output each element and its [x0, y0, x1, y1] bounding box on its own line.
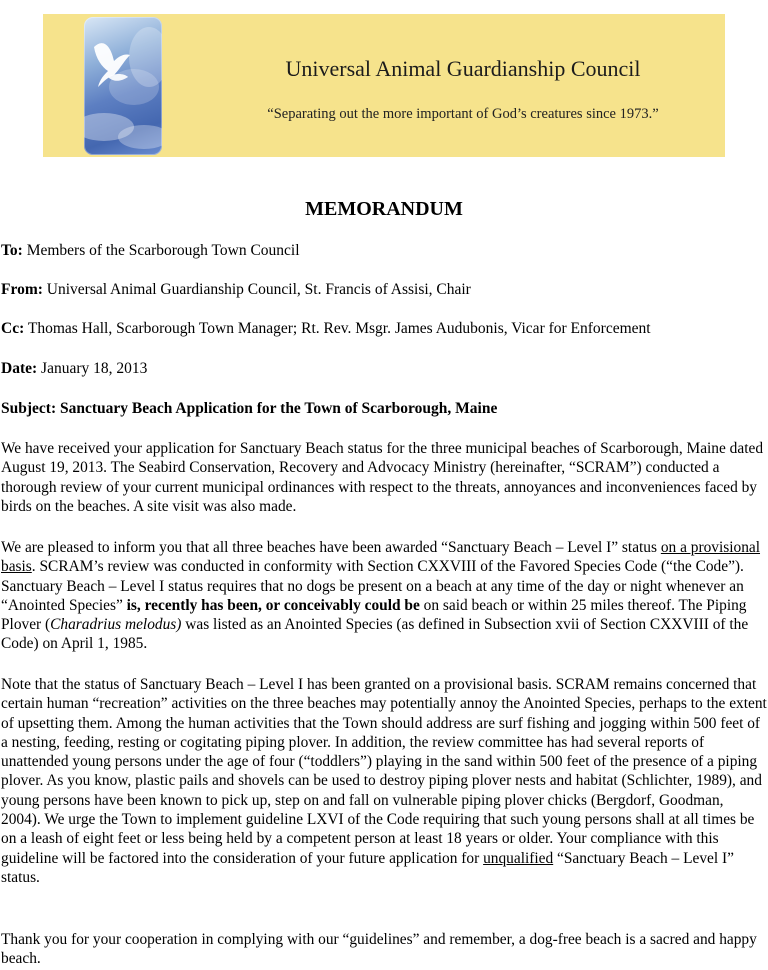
subject-text: Subject: Sanctuary Beach Application for the Town of Scarborough, Maine — [1, 400, 498, 417]
from-line — [1, 281, 767, 299]
date-line — [1, 360, 767, 378]
cc-line — [1, 320, 767, 338]
subject-line — [1, 400, 767, 418]
p2-text-d: was listed as an Anointed Species (as defined in Subsection xvii of Section CXXVIII of the Code) on April 1, 1985. — [1, 616, 749, 653]
paragraph-4: Thank you for your cooperation in complying with our “guidelines” and remember, a dog-free beach is a sacred and happy beach. — [1, 931, 757, 968]
from-label: From: — [1, 281, 43, 298]
dove-icon — [84, 17, 162, 155]
p2-text-c: on said beach or within 25 miles thereof. The Piping Plover ( — [1, 596, 747, 634]
p3-text-a: Note that the status of Sanctuary Beach – Level I has been granted on a provisional basis. SCRAM remains concerned that certain human “recreation” activities on the three beaches may potentially annoy the Anointed Species, perhaps to the extent of upsetting them. Among the human activities that the Town should address are surf fishing and jogging within 500 feet of a nesting, feeding, resting or cogitating piping plover. In addition, the review committee has had several reports of unattended young persons under the age of four (“toddlers”) playing in the sand within 500 feet of the presence of a piping plover. As you know, plastic pails and shovels can be used to destroy piping plover nests and habitat (Schlichter, 1989), and young persons have been known to pick up, step on and fall on vulnerable piping plover chicks (Bergdorf, Goodman, 2004). We urge the Town to implement guideline LXVI of the Code requiring that such young persons shall at all times be on a leash of eight feet or less being held by a competent person at least 18 years or older. Your compliance with this guideline will be factored into the consideration of your future application for — [1, 676, 767, 867]
date-label: Date: — [1, 360, 38, 377]
paragraph-2 — [1, 538, 767, 654]
p2-bold: is, recently has been, or conceivably could be — [126, 596, 420, 614]
p3-text-b: “Sanctuary Beach – Level I” status. — [1, 849, 734, 886]
from-value: Universal Animal Guardianship Council, St. Francis of Assisi, Chair — [42, 281, 471, 298]
p2-text-b: . SCRAM’s review was conducted in conformity with Section CXXVIII of the Favored Species Code (“the Code”). Sanctuary Beach – Level I status requires that no dogs be present on a beach at any time of the day or night whenever an “Anointed Species” — [1, 558, 744, 614]
to-line — [1, 242, 767, 260]
cc-value: Thomas Hall, Scarborough Town Manager; Rt. Rev. Msgr. James Audubonis, Vicar for Enforcement — [24, 320, 651, 337]
organization-title: Universal Animal Guardianship Council — [285, 56, 641, 81]
letterhead-banner — [43, 14, 725, 157]
p2-text-a: We are pleased to inform you that all three beaches have been awarded “Sanctuary Beach – Level I” status — [1, 539, 661, 556]
memo-heading: MEMORANDUM — [305, 198, 463, 220]
paragraph-1: We have received your application for Sanctuary Beach status for the three municipal beaches of Scarborough, Maine dated August 19, 2013. The Seabird Conservation, Recovery and Advocacy Ministry (hereinafter, “SCRAM”) conducted a thorough review of your current municipal ordinances with respect to the threats, annoyances and inconveniences faced by birds on the beaches. A site visit was also made. — [1, 440, 764, 515]
to-value: Members of the Scarborough Town Council — [22, 242, 300, 259]
p2-italic-species: Charadrius melodus) — [50, 616, 182, 634]
to-label: To: — [1, 242, 23, 259]
date-value: January 18, 2013 — [37, 360, 148, 377]
cc-label: Cc: — [1, 320, 25, 337]
organization-motto: “Separating out the more important of God’s creatures since 1973.” — [267, 106, 659, 122]
logo — [84, 17, 162, 155]
paragraph-3 — [1, 675, 767, 887]
p2-underlined: on a provisional basis — [1, 539, 761, 576]
p3-underlined: unqualified — [483, 849, 554, 867]
